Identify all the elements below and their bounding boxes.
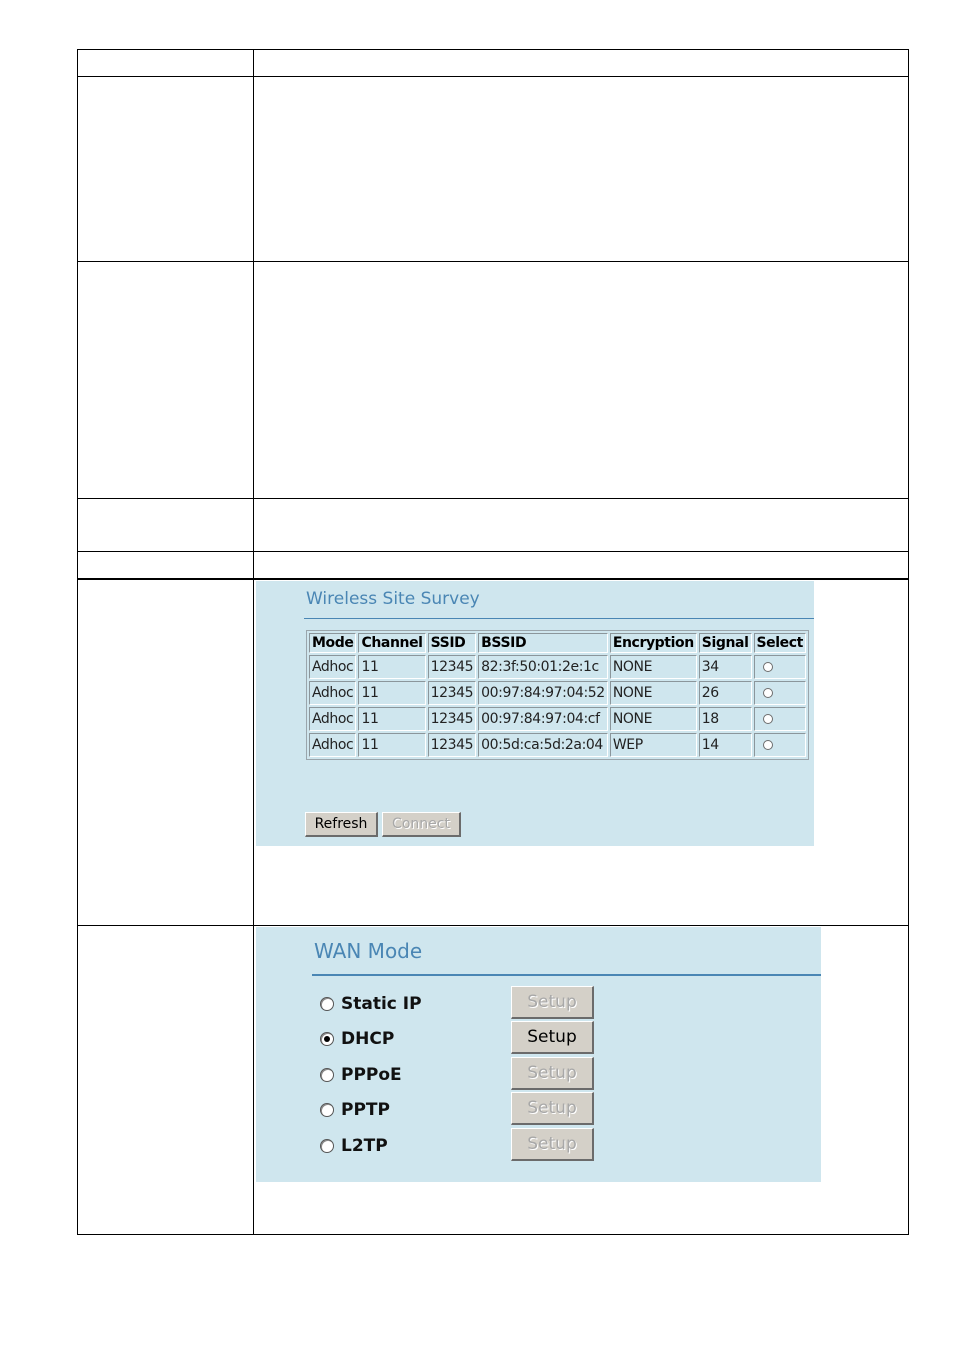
title-underline — [304, 618, 814, 619]
select-radio[interactable] — [763, 714, 773, 724]
cell-channel: 11 — [358, 681, 425, 705]
table-row — [309, 681, 806, 705]
cell-signal: 34 — [699, 655, 752, 679]
column-header-signal: Signal — [699, 633, 752, 653]
wan-mode-panel — [256, 927, 821, 1182]
dhcp-label: DHCP — [341, 1029, 395, 1049]
cell-ssid: 12345 — [428, 655, 477, 679]
cell-ssid: 12345 — [428, 733, 477, 757]
cell-select — [754, 733, 806, 757]
wan-mode-title: WAN Mode — [314, 939, 423, 963]
cell-channel: 11 — [358, 707, 425, 731]
cell-signal: 26 — [699, 681, 752, 705]
cell-encryption: NONE — [610, 655, 697, 679]
row-divider — [78, 498, 908, 499]
cell-encryption: NONE — [610, 681, 697, 705]
cell-select — [754, 681, 806, 705]
pppoe-radio[interactable] — [320, 1068, 334, 1082]
select-radio[interactable] — [763, 740, 773, 750]
select-radio[interactable] — [763, 688, 773, 698]
title-underline — [312, 974, 821, 976]
cell-mode: Adhoc — [309, 733, 356, 757]
cell-select — [754, 655, 806, 679]
cell-encryption: WEP — [610, 733, 697, 757]
cell-bssid: 00:5d:ca:5d:2a:04 — [478, 733, 608, 757]
pptp-radio[interactable] — [320, 1103, 334, 1117]
survey-title: Wireless Site Survey — [306, 589, 480, 609]
refresh-button[interactable]: Refresh — [305, 812, 378, 837]
static-ip-label: Static IP — [341, 994, 422, 1014]
cell-ssid: 12345 — [428, 681, 477, 705]
l2tp-label: L2TP — [341, 1136, 388, 1156]
dhcp-radio[interactable] — [320, 1032, 334, 1046]
site-survey-table — [306, 630, 809, 760]
cell-channel: 11 — [358, 655, 425, 679]
pppoe-label: PPPoE — [341, 1065, 402, 1085]
static-ip-radio[interactable] — [320, 997, 334, 1011]
column-divider — [253, 50, 254, 1234]
cell-bssid: 00:97:84:97:04:cf — [478, 707, 608, 731]
pptp-label: PPTP — [341, 1100, 390, 1120]
column-header-mode: Mode — [309, 633, 356, 653]
row-divider — [78, 578, 908, 580]
cell-bssid: 00:97:84:97:04:52 — [478, 681, 608, 705]
cell-mode: Adhoc — [309, 655, 356, 679]
column-header-select: Select — [754, 633, 806, 653]
l2tp-setup-button[interactable]: Setup — [511, 1128, 594, 1161]
cell-mode: Adhoc — [309, 707, 356, 731]
cell-signal: 14 — [699, 733, 752, 757]
dhcp-setup-button[interactable]: Setup — [511, 1021, 594, 1054]
table-header-row — [309, 633, 806, 653]
pptp-setup-button[interactable]: Setup — [511, 1092, 594, 1125]
row-divider — [78, 76, 908, 77]
cell-select — [754, 707, 806, 731]
cell-ssid: 12345 — [428, 707, 477, 731]
connect-button[interactable]: Connect — [382, 812, 461, 837]
column-header-ssid: SSID — [428, 633, 477, 653]
row-divider — [78, 261, 908, 262]
l2tp-radio[interactable] — [320, 1139, 334, 1153]
cell-encryption: NONE — [610, 707, 697, 731]
column-header-channel: Channel — [358, 633, 425, 653]
table-row — [309, 707, 806, 731]
row-divider — [78, 551, 908, 552]
table-row — [309, 655, 806, 679]
wireless-site-survey-panel — [256, 581, 814, 846]
cell-mode: Adhoc — [309, 681, 356, 705]
cell-bssid: 82:3f:50:01:2e:1c — [478, 655, 608, 679]
row-divider — [78, 925, 908, 926]
pppoe-setup-button[interactable]: Setup — [511, 1057, 594, 1090]
cell-signal: 18 — [699, 707, 752, 731]
column-header-encryption: Encryption — [610, 633, 697, 653]
select-radio[interactable] — [763, 662, 773, 672]
static-ip-setup-button[interactable]: Setup — [511, 986, 594, 1019]
table-row — [309, 733, 806, 757]
column-header-bssid: BSSID — [478, 633, 608, 653]
cell-channel: 11 — [358, 733, 425, 757]
